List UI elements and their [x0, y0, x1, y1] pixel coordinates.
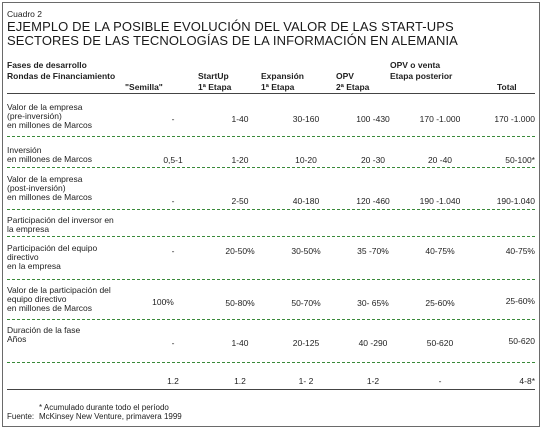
row-2-semilla: 0,5-1 [163, 155, 183, 165]
row-7-label-line-1: Duración de la fase [7, 325, 81, 335]
row-1-startup: 1-40 [231, 114, 249, 124]
row-6-expansion: 50-70% [291, 298, 321, 308]
row-7-startup: 1-40 [231, 338, 249, 348]
row-7-opv-venta: 50-620 [426, 338, 454, 348]
row-5-expansion: 30-50% [291, 246, 321, 256]
row-2-total: 50-100* [505, 155, 535, 165]
row-5-label-line-2: directivo [7, 252, 39, 262]
col-header-3-line-2: 1ª Etapa [261, 82, 295, 92]
row-7-total: 50-620 [508, 336, 535, 346]
row-6-label-line-1: Valor de la participación del [7, 285, 111, 295]
row-3-label-line-1: Valor de la empresa [7, 174, 83, 184]
row-5-startup: 20-50% [225, 246, 255, 256]
row-3-expansion: 40-180 [292, 196, 320, 206]
row-8-opv-venta: - [438, 376, 442, 386]
row-8-startup: 1.2 [234, 376, 246, 386]
row-1-label-line-1: Valor de la empresa [7, 102, 83, 112]
row-5-opv: 35 -70% [357, 246, 389, 256]
row-2-label-line-1: Inversión [7, 145, 42, 155]
row-divider [7, 209, 535, 210]
row-3-label-line-2: (post-inversión) [7, 183, 66, 193]
row-2-opv: 20 -30 [360, 155, 386, 165]
row-6-total: 25-60% [505, 296, 535, 306]
row-divider [7, 362, 535, 363]
footnote-note: * Acumulado durante todo el período [39, 403, 169, 412]
col-header-6: Total [497, 82, 517, 92]
row-5-total: 40-75% [505, 246, 535, 256]
table-frame [2, 2, 540, 427]
row-5-semilla: - [171, 246, 175, 256]
row-6-label-line-2: equipo directivo [7, 294, 67, 304]
title-line-1: EJEMPLO DE LA POSIBLE EVOLUCIÓN DEL VALOR DE LAS START-UPS [7, 19, 454, 34]
row-3-startup: 2-50 [231, 196, 249, 206]
row-2-opv-venta: 20 -40 [427, 155, 453, 165]
header-rule [7, 93, 535, 94]
row-4-label-line-1: Participación del inversor en [7, 215, 114, 225]
col-header-2-line-2: 1ª Etapa [198, 82, 232, 92]
row-divider [7, 279, 535, 280]
col-header-4-line-2: 2ª Etapa [336, 82, 370, 92]
row-3-opv-venta: 190 -1.040 [419, 196, 461, 206]
cuadro-label: Cuadro 2 [7, 9, 42, 19]
row-8-opv: 1-2 [366, 376, 380, 386]
row-8-expansion: 1- 2 [298, 376, 314, 386]
bottom-rule [7, 389, 535, 390]
col-header-5-line-1: OPV o venta [390, 60, 441, 70]
row-2-startup: 1-20 [231, 155, 249, 165]
row-6-opv-venta: 25-60% [425, 298, 455, 308]
stub-header-line-2: Rondas de Financiamiento [7, 71, 116, 81]
col-header-5-line-2: Etapa posterior [390, 71, 453, 81]
row-1-total: 170 -1.000 [494, 114, 535, 124]
row-7-label-line-2: Años [7, 334, 27, 344]
row-6-label-line-3: en millones de Marcos [7, 303, 93, 313]
stub-header-line-1: Fases de desarrollo [7, 60, 87, 70]
row-1-opv-venta: 170 -1.000 [419, 114, 461, 124]
row-8-total: 4-8* [519, 376, 535, 386]
row-2-expansion: 10-20 [295, 155, 317, 165]
row-2-label-line-2: en millones de Marcos [7, 154, 93, 164]
row-7-expansion: 20-125 [292, 338, 320, 348]
row-5-opv-venta: 40-75% [425, 246, 455, 256]
col-header-1: "Semilla" [125, 82, 163, 92]
row-6-opv: 30- 65% [357, 298, 389, 308]
row-1-label-line-3: en millones de Marcos [7, 120, 93, 130]
row-divider [7, 167, 535, 168]
row-1-expansion: 30-160 [292, 114, 320, 124]
source-label: Fuente: [7, 412, 35, 421]
col-header-3-line-1: Expansión [261, 71, 304, 81]
row-7-opv: 40 -290 [358, 338, 388, 348]
row-divider [7, 319, 535, 320]
row-divider [7, 236, 535, 237]
row-3-opv: 120 -460 [356, 196, 390, 206]
row-6-startup: 50-80% [225, 298, 255, 308]
row-5-label-line-3: en la empresa [7, 261, 61, 271]
row-1-opv: 100 -430 [356, 114, 390, 124]
row-1-label-line-2: (pre-inversión) [7, 111, 62, 121]
row-7-semilla: - [171, 338, 175, 348]
row-3-label-line-3: en millones de Marcos [7, 192, 93, 202]
row-4-label-line-2: la empresa [7, 224, 50, 234]
col-header-4-line-1: OPV [336, 71, 354, 81]
row-3-semilla: - [171, 196, 175, 206]
row-3-total: 190-1.040 [496, 196, 535, 206]
row-8-semilla: 1.2 [167, 376, 179, 386]
title-line-2: SECTORES DE LAS TECNOLOGÍAS DE LA INFORMACIÓN EN ALEMANIA [7, 33, 458, 48]
col-header-2-line-1: StartUp [198, 71, 229, 81]
row-1-semilla: - [171, 114, 175, 124]
source-text: McKinsey New Venture, primavera 1999 [39, 412, 182, 421]
row-divider [7, 136, 535, 137]
row-6-semilla: 100% [152, 297, 174, 307]
row-5-label-line-1: Participación del equipo [7, 243, 98, 253]
